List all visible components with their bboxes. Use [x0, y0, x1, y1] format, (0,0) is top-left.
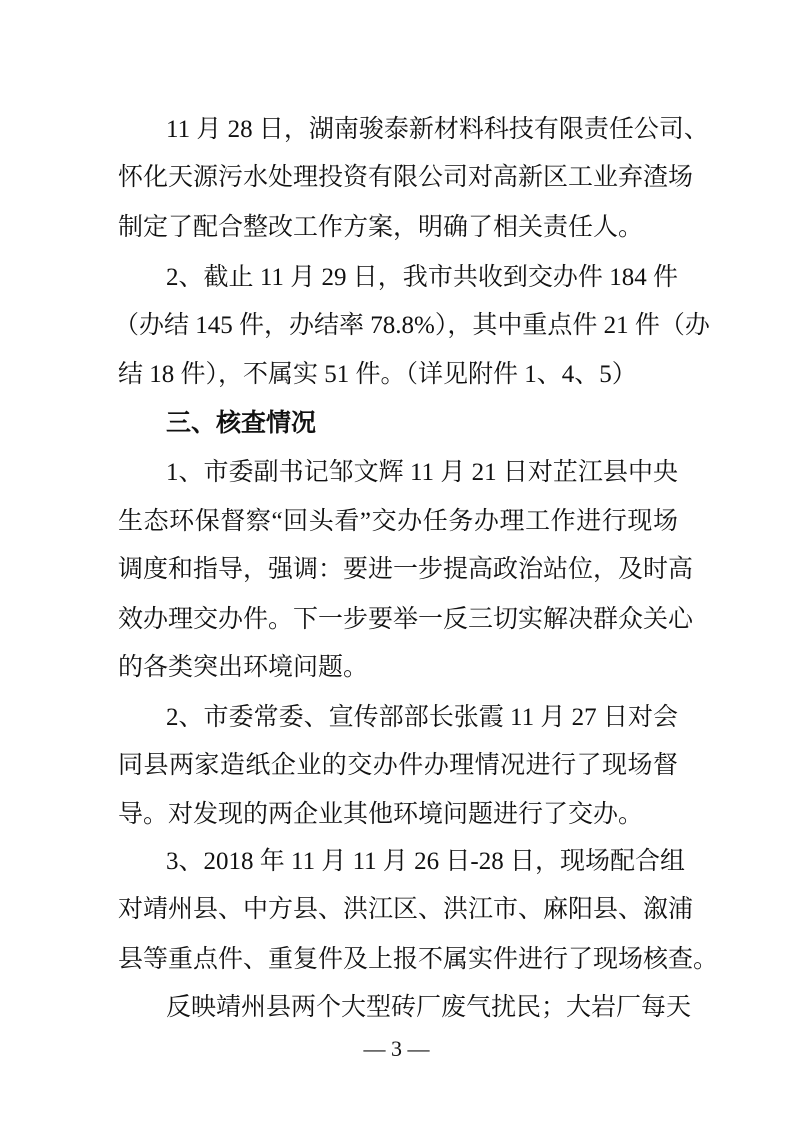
- paragraph-line: 生态环保督察“回头看”交办任务办理工作进行现场: [118, 508, 678, 535]
- paragraph-line: 2、截止 11 月 29 日，我市共收到交办件 184 件: [166, 264, 678, 291]
- paragraph-line: 3、2018 年 11 月 11 月 26 日-28 日，现场配合组: [166, 848, 685, 875]
- paragraph-line: 同县两家造纸企业的交办件办理情况进行了现场督: [118, 752, 678, 779]
- paragraph-line: 1、市委副书记邹文辉 11 月 21 日对芷江县中央: [166, 459, 678, 486]
- paragraph-line: 县等重点件、重复件及上报不属实件进行了现场核查。: [118, 946, 719, 973]
- paragraph-line: 对靖州县、中方县、洪江区、洪江市、麻阳县、溆浦: [118, 896, 694, 923]
- page-number: — 3 —: [363, 1036, 430, 1061]
- paragraph-line: 11 月 28 日，湖南骏泰新材料科技有限责任公司、: [166, 116, 709, 143]
- paragraph-line: 导。对发现的两企业其他环境问题进行了交办。: [118, 801, 644, 828]
- paragraph-line: 反映靖州县两个大型砖厂废气扰民；大岩厂每天: [166, 994, 692, 1021]
- paragraph-line: （办结 145 件，办结率 78.8%），其中重点件 21 件（办: [114, 312, 710, 339]
- paragraph-line: 效办理交办件。下一步要举一反三切实解决群众关心: [118, 606, 694, 633]
- paragraph-line: 怀化天源污水处理投资有限公司对高新区工业弃渣场: [118, 164, 694, 191]
- section-heading: 三、核查情况: [166, 410, 317, 437]
- paragraph-line: 结 18 件），不属实 51 件。（详见附件 1、4、5）: [118, 361, 637, 388]
- paragraph-line: 调度和指导，强调：要进一步提高政治站位，及时高: [118, 556, 694, 583]
- paragraph-line: 制定了配合整改工作方案，明确了相关责任人。: [118, 214, 644, 241]
- paragraph-line: 的各类突出环境问题。: [118, 654, 369, 681]
- paragraph-line: 2、市委常委、宣传部部长张霞 11 月 27 日对会: [166, 704, 678, 731]
